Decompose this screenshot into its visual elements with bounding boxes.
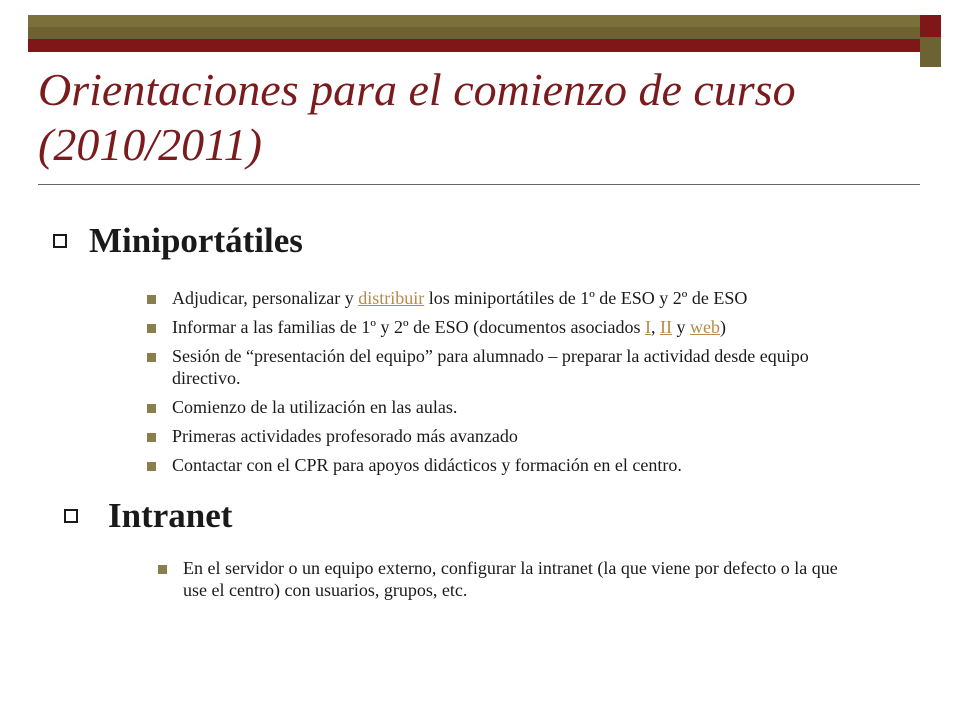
square-bullet-icon bbox=[147, 353, 156, 362]
corner-block-olive bbox=[920, 37, 941, 67]
item-separator: , bbox=[651, 317, 661, 337]
list-item bbox=[147, 396, 877, 418]
distribuir-link[interactable]: distribuir bbox=[358, 288, 425, 308]
corner-block-red bbox=[920, 15, 941, 37]
item-text: En el servidor o un equipo externo, configurar la intranet (la que viene por defecto o la que use el centro) con usuarios, grupos, etc. bbox=[183, 558, 838, 600]
item-text: Comienzo de la utilización en las aulas. bbox=[172, 397, 458, 417]
list-item bbox=[147, 316, 877, 338]
section-heading-intranet bbox=[64, 496, 232, 536]
intranet-list bbox=[158, 557, 858, 608]
item-text: Primeras actividades profesorado más avanzado bbox=[172, 426, 518, 446]
square-bullet-icon bbox=[147, 324, 156, 333]
square-bullet-icon bbox=[147, 404, 156, 413]
document-i-link[interactable]: I bbox=[645, 317, 652, 337]
top-decorative-bar bbox=[28, 15, 920, 52]
list-item bbox=[147, 345, 877, 389]
hollow-square-bullet-icon bbox=[53, 234, 67, 248]
document-ii-link[interactable]: II bbox=[660, 317, 673, 337]
item-text: Informar a las familias de 1º y 2º de ESO (documentos asociados bbox=[172, 317, 646, 337]
list-item bbox=[147, 425, 877, 447]
square-bullet-icon bbox=[147, 462, 156, 471]
bar-stripe-olive-top bbox=[28, 15, 920, 27]
miniportatiles-list bbox=[147, 287, 877, 483]
square-bullet-icon bbox=[147, 295, 156, 304]
list-item bbox=[147, 454, 877, 476]
title-divider bbox=[38, 184, 920, 185]
section-heading-label: Miniportátiles bbox=[89, 221, 303, 260]
item-text: Adjudicar, personalizar y bbox=[172, 288, 359, 308]
square-bullet-icon bbox=[158, 565, 167, 574]
web-link[interactable]: web bbox=[690, 317, 721, 337]
section-heading-miniportatiles bbox=[53, 221, 303, 261]
item-text: los miniportátiles de 1º de ESO y 2º de ESO bbox=[424, 288, 748, 308]
list-item bbox=[147, 287, 877, 309]
slide-title-line-1: Orientaciones para el comienzo de curso bbox=[38, 64, 796, 115]
item-text: Contactar con el CPR para apoyos didácticos y formación en el centro. bbox=[172, 455, 682, 475]
item-text: ) bbox=[720, 317, 727, 337]
item-text: Sesión de “presentación del equipo” para alumnado – preparar la actividad desde equipo directivo. bbox=[172, 346, 809, 388]
bar-stripe-olive-middle bbox=[28, 27, 920, 39]
square-bullet-icon bbox=[147, 433, 156, 442]
hollow-square-bullet-icon bbox=[64, 509, 78, 523]
list-item bbox=[158, 557, 858, 601]
bar-stripe-red bbox=[28, 39, 920, 52]
slide-title-line-2: (2010/2011) bbox=[38, 119, 263, 170]
section-heading-label: Intranet bbox=[108, 496, 233, 535]
item-separator: y bbox=[672, 317, 691, 337]
slide-title bbox=[38, 62, 918, 172]
